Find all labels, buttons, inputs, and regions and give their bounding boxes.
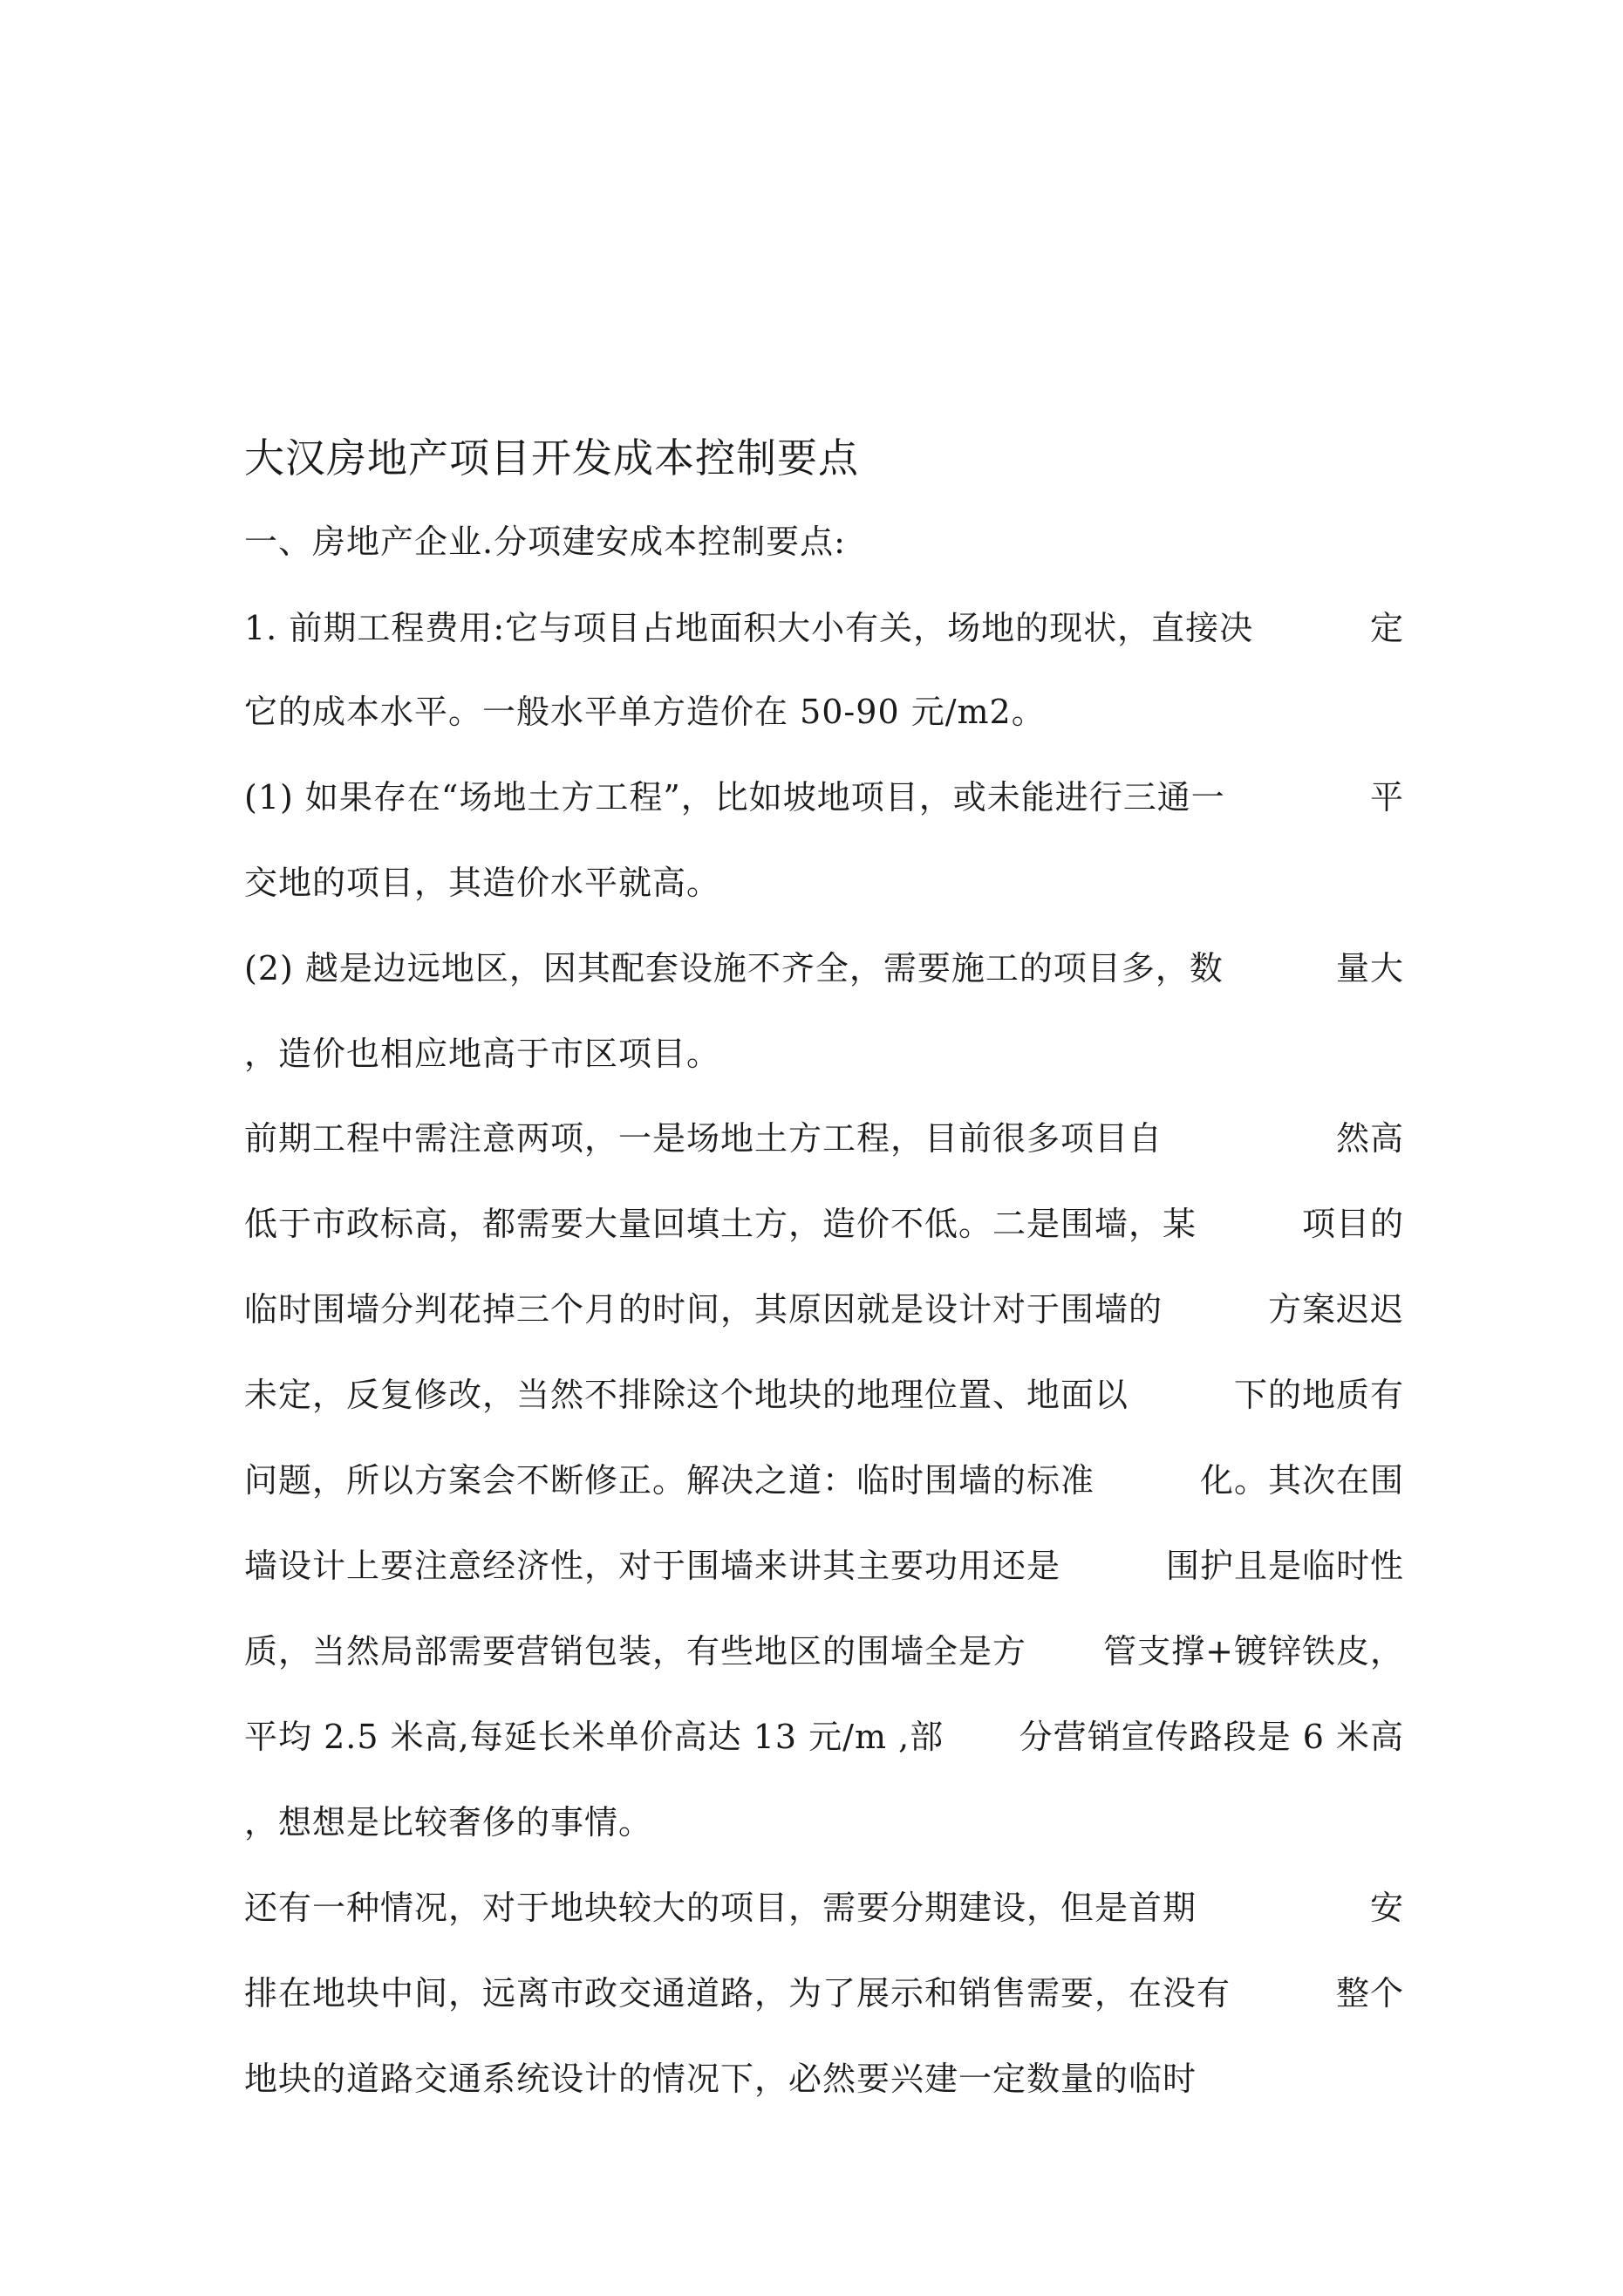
- text-segment: 然高: [1335, 1119, 1404, 1158]
- paragraph-1-last-line: ，想想是比较奢侈的事情。: [244, 1803, 653, 1842]
- text-segment: 定: [1369, 609, 1404, 647]
- text-segment: 1. 前期工程费用:它与项目占地面积大小有关，场地的现状，直接决: [244, 609, 1254, 647]
- text-segment: (2) 越是边远地区，因其配套设施不齐全，需要施工的项目多，数: [244, 949, 1224, 987]
- text-segment: 化。其次在围: [1199, 1461, 1404, 1500]
- text-segment: 方案迟迟: [1267, 1290, 1404, 1329]
- text-segment: 前期工程中需注意两项，一是场地土方工程，目前很多项目自: [244, 1119, 1163, 1158]
- paragraph-1-line: [244, 1544, 1404, 1588]
- paragraph-1-line: [244, 1202, 1404, 1246]
- document-title: 大汉房地产项目开发成本控制要点: [244, 434, 859, 482]
- text-segment: 低于市政标高，都需要大量回填土方，造价不低。二是围墙，某: [244, 1205, 1197, 1243]
- paragraph-2-last-line: 地块的道路交通系统设计的情况下，必然要兴建一定数量的临时: [244, 2060, 1197, 2098]
- text-segment: 下的地质有: [1233, 1376, 1404, 1414]
- text-segment: 量大: [1335, 949, 1404, 987]
- section-heading: 一、房地产企业.分项建安成本控制要点:: [244, 523, 846, 561]
- sub-item-1-line-1: [244, 776, 1404, 819]
- sub-item-2-line-2: ，造价也相应地高于市区项目。: [244, 1035, 721, 1073]
- text-segment: (1) 如果存在“场地土方工程”，比如坡地项目，或未能进行三通一: [244, 778, 1225, 817]
- item-1-line-2: 它的成本水平。一般水平单方造价在 50-90 元/m2。: [244, 693, 1046, 731]
- item-1-line-1: [244, 606, 1404, 650]
- text-segment: 项目的: [1301, 1205, 1404, 1243]
- text-segment: 排在地块中间，远离市政交通道路，为了展示和销售需要，在没有: [244, 1974, 1231, 2012]
- text-segment: 平: [1369, 778, 1404, 817]
- text-segment: 围护且是临时性: [1165, 1547, 1404, 1585]
- text-segment: 分营销宣传路段是 6 米高: [1019, 1718, 1404, 1756]
- text-segment: 还有一种情况，对于地块较大的项目，需要分期建设，但是首期: [244, 1889, 1197, 1927]
- text-segment: 临时围墙分判花掉三个月的时间，其原因就是设计对于围墙的: [244, 1290, 1163, 1329]
- sub-item-1-line-2: 交地的项目，其造价水平就高。: [244, 864, 721, 902]
- text-segment: 质，当然局部需要营销包装，有些地区的围墙全是方: [244, 1632, 1027, 1671]
- sub-item-2-line-1: [244, 946, 1404, 990]
- text-segment: 问题，所以方案会不断修正。解决之道：临时围墙的标准: [244, 1461, 1095, 1500]
- text-segment: 墙设计上要注意经济性，对于围墙来讲其主要功用还是: [244, 1547, 1061, 1585]
- paragraph-1-line: [244, 1288, 1404, 1331]
- text-segment: 未定，反复修改，当然不排除这个地块的地理位置、地面以: [244, 1376, 1129, 1414]
- paragraph-1-line: [244, 1459, 1404, 1502]
- text-segment: 整个: [1335, 1974, 1404, 2012]
- paragraph-2-line: [244, 1886, 1404, 1930]
- text-segment: 管支撑+镀锌铁皮，: [1103, 1632, 1404, 1671]
- paragraph-1-line: [244, 1373, 1404, 1417]
- paragraph-1-line: [244, 1117, 1404, 1160]
- paragraph-2-line: [244, 1971, 1404, 2015]
- paragraph-1-line: [244, 1715, 1404, 1759]
- paragraph-1-line: [244, 1630, 1404, 1673]
- text-segment: 安: [1369, 1889, 1404, 1927]
- text-segment: 平均 2.5 米高,每延长米单价高达 13 元/m ,部: [244, 1718, 944, 1756]
